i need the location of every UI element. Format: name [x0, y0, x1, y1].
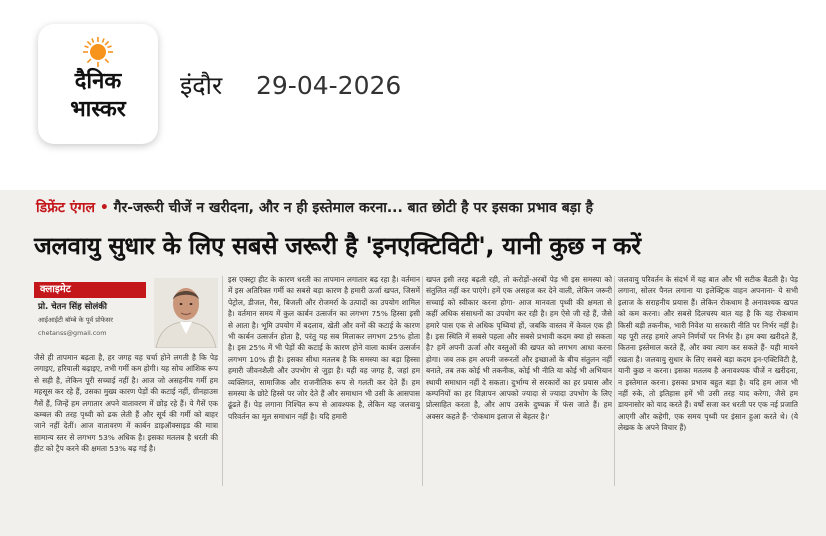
sun-logo-icon: [82, 36, 114, 68]
author-role: आईआईटी बॉम्बे के पूर्व प्रोफेसर: [38, 316, 113, 324]
dainik-bhaskar-logo[interactable]: [38, 24, 158, 144]
logo-text-line2: भास्कर: [70, 97, 126, 122]
article-column-2: इस एक्स्ट्रा हीट के कारण धरती का तापमान लगातार बढ़ रहा है। वर्तमान में इस अतिरिक्त गर्मी का सबसे बड़ा कारण है हमारी ऊर्जा खपत, जिसमें पेट्रोल, डीजल, गैस, बिजली और रोजमर्रा के उत्पादों का उपयोग शामिल है। वर्तमान समय में कुल कार्बन उत्सर्जन का लगभग 75% हिस्सा इसी से आता है। भूमि उपयोग में बदलाव, खेती और वनों की कटाई के कारण भी कार्बन उत्सर्जन होता है, परंतु यह सब मिलाकर लगभग 25% होता है। इस 25% में भी पेड़ों की कटाई के कारण होने वाला कार्बन उत्सर्जन लगभग 10% ही है। इसका सीधा मतलब है कि समस्या का बड़ा हिस्सा हमारी जीवनशैली और उपभोग से जुड़ा है। यही वह जगह है, जहां हम व्यक्तिगत, सामाजिक और राजनीतिक रूप से गलती कर देते हैं। हम समस्या के छोटे हिस्से पर जोर देते हैं और समाधान भी उसी के आसपास ढूंढते हैं। पेड़ लगाना निश्चित रूप से आवश्यक है, लेकिन यह जलवायु परिवर्तन का मूल समाधान नहीं है। यदि हमारी: [228, 275, 420, 421]
edition-date: 29-04-2026: [256, 71, 402, 100]
column-divider: [422, 276, 423, 486]
kicker-text: गैर-जरूरी चीजें न खरीदना, और न ही इस्तेमाल करना... बात छोटी है पर इसका प्रभाव बड़ा है: [113, 200, 594, 216]
author-photo: [154, 278, 218, 348]
category-badge: क्लाइमेट: [34, 282, 146, 298]
kicker-label: डिफ्रेंट एंगल •: [36, 200, 109, 216]
article-kicker: [36, 198, 593, 218]
app-header: [0, 0, 826, 182]
logo-text-line1: दैनिक: [74, 69, 122, 94]
author-name: प्रो. चेतन सिंह सोलंकी: [38, 302, 108, 312]
article-headline: जलवायु सुधार के लिए सबसे जरूरी है 'इनएक्टिविटी', यानी कुछ न करें: [34, 232, 641, 260]
column-divider: [222, 276, 223, 486]
article-column-3: खपत इसी तरह बढ़ती रही, तो करोड़ों-अरबों पेड़ भी इस समस्या को संतुलित नहीं कर पाएंगे। हमें एक असहज कर देने वाली, लेकिन जरूरी सच्चाई को स्वीकार करना होगा- आज मानवता पृथ्वी की क्षमता से कहीं अधिक संसाधनों का उपयोग कर रही है। हम ऐसे जी रहे हैं, जैसे हमारे पास एक से अधिक पृथ्वियां हों, जबकि वास्तव में केवल एक ही है। इस स्थिति में सबसे पहला और सबसे प्रभावी कदम क्या हो सकता है? हमें अपनी ऊर्जा और वस्तुओं की खपत को लगभग आधा करना होगा। जब तक हम अपनी जरूरतों और इच्छाओं के बीच संतुलन नहीं बनाते, तब तक कोई भी तकनीक, कोई भी नीति या कोई भी अभियान स्थायी समाधान नहीं दे सकता। दुर्भाग्य से सरकारों का हर प्रयास और कम्पनियों का हर विज्ञापन आपको ज्यादा से ज्यादा उपभोग के लिए प्रोत्साहित करता है, और आप उसके दुष्चक्र में फंस जाते हैं। हम अक्सर कहते हैं- 'रोकथाम इलाज से बेहतर है।': [426, 275, 612, 421]
author-email: chetanss@gmail.com: [38, 329, 107, 337]
article-column-1: जैसे ही तापमान बढ़ता है, हर जगह यह चर्चा होने लगती है कि पेड़ लगाइए, हरियाली बढ़ाइए, तभी गर्मी कम होगी। यह सोच आंशिक रूप से सही है, लेकिन पूरी सच्चाई नहीं है। आज जो असहनीय गर्मी हम महसूस कर रहे हैं, उसका मुख्य कारण पेड़ों की कटाई नहीं, ग्रीनहाउस गैसें हैं, जिन्हें हम लगातार अपने वातावरण में छोड़ रहे हैं। ये गैसें एक कम्बल की तरह पृथ्वी को ढक लेती हैं और सूर्य की गर्मी को बाहर जाने नहीं देतीं। आज वातावरण में कार्बन डाइऑक्साइड की मात्रा सामान्य स्तर से लगभग 53% अधिक है। इसका मतलब है धरती की हीट को ट्रैप करने की क्षमता 53% बढ़ गई है।: [34, 353, 218, 454]
column-divider: [614, 276, 615, 486]
author-byline: [34, 278, 218, 348]
article-column-4: जलवायु परिवर्तन के संदर्भ में यह बात और भी सटीक बैठती है। पेड़ लगाना, सोलर पैनल लगाना या इलेक्ट्रिक वाहन अपनाना- ये सभी इलाज के सराहनीय प्रयास हैं। लेकिन रोकथाम है अनावश्यक खपत को कम करना। और सबसे दिलचस्प बात यह है कि यह रोकथाम किसी बड़ी तकनीक, भारी निवेश या सरकारी नीति पर निर्भर नहीं है। यह पूरी तरह हमारे अपने निर्णयों पर निर्भर है। हम क्या खरीदते हैं, कितना इस्तेमाल करते हैं, और क्या त्याग कर सकते हैं- यही मायने रखता है। जलवायु सुधार के लिए सबसे बड़ा कदम इन-एक्टिविटी है, यानी कुछ न करना। इसका मतलब है अनावश्यक चीजें न खरीदना, न इस्तेमाल करना। इसका प्रभाव बहुत बड़ा है। यदि हम आज भी नहीं रुके, तो इतिहास हमें भी उसी तरह याद करेगा, जैसे हम डायनासोर को याद करते हैं। वर्षों सजा कर धरती पर एक नई प्रजाति आएगी और कहेगी, एक समय पृथ्वी पर इंसान हुआ करते थे। (ये लेखक के अपने विचार हैं): [618, 275, 798, 433]
edition-city: इंदौर: [180, 71, 223, 100]
